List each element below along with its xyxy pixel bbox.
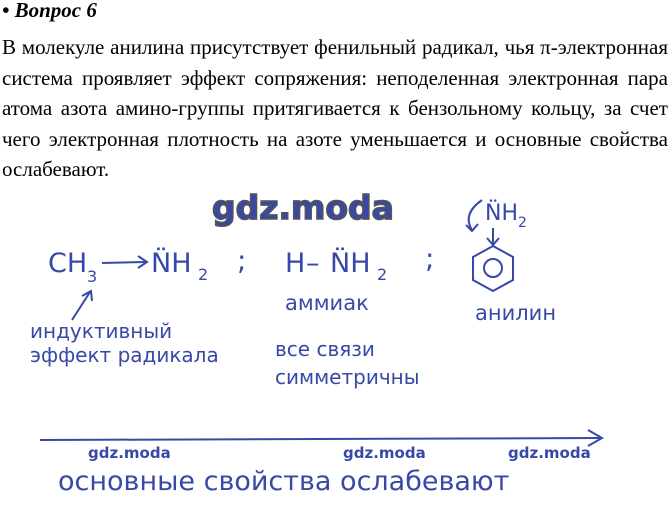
watermark-small-3: gdz.moda: [508, 444, 591, 462]
ch-label: CH: [48, 248, 88, 279]
dash-label: –: [306, 248, 320, 279]
inductive-note-line2: эффект радикала: [30, 343, 219, 367]
question-title: • Вопрос 6: [2, 0, 97, 22]
aromatic-circle-icon: [484, 259, 502, 277]
watermark-main: gdz.moda: [212, 188, 394, 227]
h-label: H: [285, 248, 306, 279]
inductive-note-line1: индуктивный: [30, 319, 173, 343]
nh-subscript: 2: [198, 265, 209, 284]
nh-subscript: 2: [518, 215, 527, 231]
watermark-small-1: gdz.moda: [88, 444, 171, 462]
symmetry-note-line2: симметричны: [275, 365, 420, 389]
methylamine-formula: [48, 247, 208, 286]
benzene-ring-icon: [473, 246, 513, 291]
arrow-line: [102, 262, 146, 263]
watermark-small-2: gdz.moda: [343, 444, 426, 462]
nh-label: N̈H: [330, 248, 371, 279]
nh-label: N̈H: [151, 248, 192, 279]
nh-subscript: 2: [377, 265, 388, 284]
separator-1: ;: [237, 244, 247, 277]
basicity-arrow: [40, 438, 600, 440]
separator-2: ;: [425, 242, 435, 275]
question-answer-text: В молекуле анилина присутствует фенильный радикал, чья π-электронная система проявляет эффект сопряжения: неподеленная электронная пара атома азота амино-группы притягивается к бензольному кольцу, за счет чего электронная плотность на азоте уменьшается и основные свойства ослабевают.: [2, 35, 668, 181]
ammonia-label: аммиак: [285, 291, 369, 315]
symmetry-note-line1: все связи: [275, 337, 375, 361]
aniline-formula: [466, 200, 556, 325]
nh-label: N̈H: [485, 201, 518, 226]
ammonia-formula: [285, 247, 387, 315]
note-arrow: [72, 292, 90, 320]
conclusion-text: основные свойства ослабевают: [58, 466, 510, 497]
ch-subscript: 3: [87, 267, 98, 286]
curved-arrow-icon: [469, 200, 482, 230]
aniline-label: анилин: [475, 301, 557, 325]
